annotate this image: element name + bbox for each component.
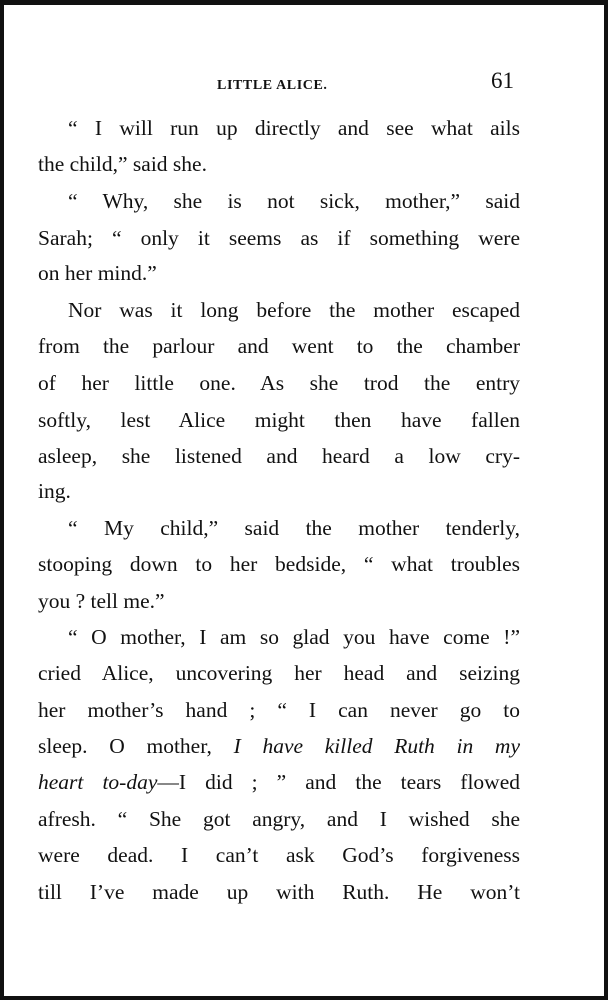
text-line: heart to-day—I did ; ” and the tears flowed: [38, 770, 521, 794]
text-line: of her little one. As she trod the entry: [38, 371, 520, 395]
text-line: from the parlour and went to the chamber: [38, 334, 520, 358]
text-line: the child,” said she.: [38, 152, 207, 176]
text-line: “ Why, she is not sick, mother,” said: [68, 189, 520, 213]
text-line: asleep, she listened and heard a low cry-: [38, 444, 520, 468]
text-line: “ My child,” said the mother tenderly,: [68, 516, 520, 540]
text-line: softly, lest Alice might then have fallen: [38, 408, 520, 432]
text-line: afresh. “ She got angry, and I wished she: [38, 807, 520, 831]
page-border-bottom: [0, 996, 608, 1000]
page-border-right: [604, 0, 608, 1000]
page-border-top: [0, 0, 608, 5]
text-line: cried Alice, uncovering her head and seizing: [38, 661, 520, 685]
text-line: on her mind.”: [38, 261, 157, 285]
text-line: sleep. O mother, I have killed Ruth in my: [38, 734, 520, 758]
text-line: her mother’s hand ; “ I can never go to: [38, 698, 520, 722]
text-line: ing.: [38, 479, 71, 503]
text-line: “ I will run up directly and see what ails: [68, 116, 520, 140]
text-line: “ O mother, I am so glad you have come !”: [68, 625, 520, 649]
page-number: 61: [491, 68, 514, 93]
text-line: you ? tell me.”: [38, 589, 165, 613]
text-line: Sarah; “ only it seems as if something were: [38, 226, 520, 250]
text-line: stooping down to her bedside, “ what troubles: [38, 552, 520, 576]
text-line: till I’ve made up with Ruth. He won’t: [38, 880, 520, 904]
page-border-left: [0, 0, 4, 1000]
running-head: LITTLE ALICE.: [217, 78, 328, 93]
text-line: Nor was it long before the mother escaped: [68, 298, 520, 322]
text-line: were dead. I can’t ask God’s forgiveness: [38, 843, 520, 867]
